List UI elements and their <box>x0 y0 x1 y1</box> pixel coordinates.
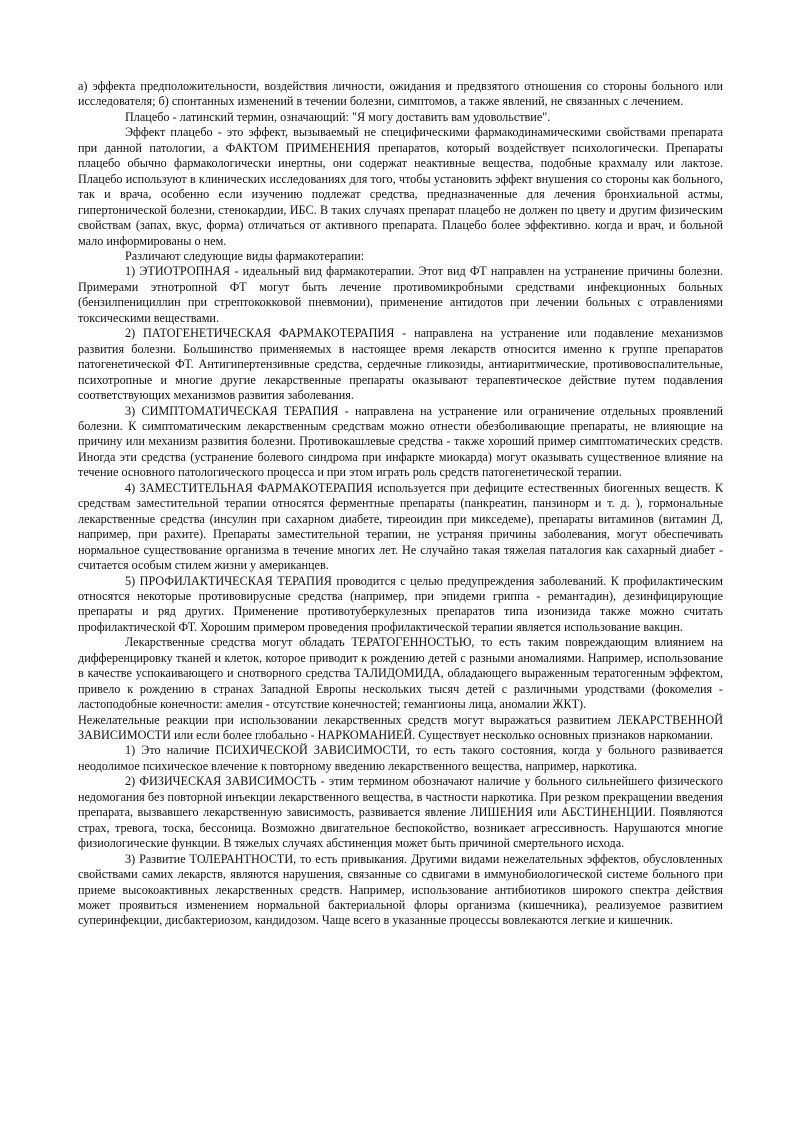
paragraph-symptomatic: 3) СИМПТОМАТИЧЕСКАЯ ТЕРАПИЯ - направлена на устранение или ограничение отдельных проявлений болезни. К симптоматическим лекарственным средствам можно отнести обезболивающие препараты, не влияющие на причину или механизм развития болезни. Противокашлевые средства - также хороший пример симптоматических средств. Иногда эти средства (устранение болевого синдрома при инфаркте миокарда) могут оказывать существенное влияние на течение основного патологического процесса и при этом играть роль средств патогенетической терапии. <box>78 403 723 480</box>
paragraph-intro-continuation: а) эффекта предположительности, воздействия личности, ожидания и предвзятого отношения со стороны больного или исследователя; б) спонтанных изменений в течении болезни, симптомов, а также явлений, не связанных с лечением. <box>78 79 723 109</box>
paragraph-teratogenicity: Лекарственные средства могут обладать ТЕРАТОГЕННОСТЬЮ, то есть таким повреждающим влиянием на дифференцировку тканей и клеток, которое приводит к рождению детей с разными аномалиями. Например, использование в качестве успокаивающего и снотворного средства ТАЛИДОМИДА, обладающего выраженным тератогенным эффектом, привело к рождению в странах Западной Европы нескольких тысяч детей с различными уродствами (фокомелия - ластоподобные конечности: амелия - отсутствие конечностей; гемангионы лица, аномалии ЖКТ). <box>78 635 723 712</box>
paragraph-pathogenetic: 2) ПАТОГЕНЕТИЧЕСКАЯ ФАРМАКОТЕРАПИЯ - направлена на устранение или подавление механизмов развития болезни. Большинство применяемых в настоящее время лекарств относится именно к группе препаратов патогенетической ФТ. Антигипертензивные средства, сердечные гликозиды, антиаритмические, противовоспалительные, психотропные и многие другие лекарственные препараты оказывают терапевтическое действие путем подавления соответствующих механизмов развития заболевания. <box>78 326 723 403</box>
paragraph-tolerance: 3) Развитие ТОЛЕРАНТНОСТИ, то есть привыкания. Другими видами нежелательных эффектов, обусловленных свойствами самих лекарств, являются нарушения, связанные со сдвигами в иммунобиологической системе больного при приеме высокоактивных лекарственных средств. Например, использование антибиотиков широкого спектра действия может проявиться изменением нормальной бактериальной флоры организма (кишечника), реализуемое развитием суперинфекции, дисбактериозом, кандидозом. Чаще всего в указанные процессы вовлекаются легкие и кишечник. <box>78 851 723 928</box>
paragraph-physical-dependence: 2) ФИЗИЧЕСКАЯ ЗАВИСИМОСТЬ - этим термином обозначают наличие у больного сильнейшего физического недомогания без повторной инъекции лекарственного вещества, в частности наркотика. При резком прекращении введения препарата, вызвавшего лекарственную зависимость, развивается явление ЛИШЕНИЯ или АБСТИНЕНЦИИ. Появляются страх, тревога, тоска, бессоница. Возможно двигательное беспокойство, возникает агрессивность. Нарушаются многие физиологические функции. В тяжелых случаях абстиненция может быть причиной смертельного исхода. <box>78 774 723 851</box>
paragraph-prophylactic: 5) ПРОФИЛАКТИЧЕСКАЯ ТЕРАПИЯ проводится с целью предупреждения заболеваний. К профилактическим относятся некоторые противовирусные средства (например, при эпидеми гриппа - ремантадин), дезинфицирующие препараты и ряд других. Применение противотуберкулезных препаратов типа изонизида также можно считать профилактической ФТ. Хорошим примером проведения профилактической терапии является использование вакцин. <box>78 573 723 634</box>
paragraph-psychic-dependence: 1) Это наличие ПСИХИЧЕСКОЙ ЗАВИСИМОСТИ, то есть такого состояния, когда у больного развивается неодолимое психическое влечение к повторному введению лекарственного вещества, например, наркотика. <box>78 743 723 773</box>
paragraph-placebo-effect: Эффект плацебо - это эффект, вызываемый не специфическими фармакодинамическими свойствами препарата при данной патологии, а ФАКТОМ ПРИМЕНЕНИЯ препаратов, который воздействует психологически. Препараты плацебо обычно фармакологически инертны, они содержат неактивные вещества, подобные крахмалу или лактозе. Плацебо используют в клинических исследованиях для того, чтобы установить эффект внушения со стороны как больного, так и врача, особенно если изучению подлежат средства, предназначенные для лечения бронхиальной астмы, гипертонической болезни, стенокардии, ИБС. В таких случаях препарат плацебо не должен по цвету и другим физическим свойствам (запах, вкус, форма) отличаться от активного препарата. Плацебо более эффективно. когда и врач, и больной мало информированы о нем. <box>78 125 723 248</box>
paragraph-etiotropic: 1) ЭТИОТРОПНАЯ - идеальный вид фармакотерапии. Этот вид ФТ направлен на устранение причины болезни. Примерами этнотропной ФТ могут быть лечение противомикробными средствами инфекционных больных (бензилпенициллин при стрептококковой пневмонии), применение антидотов при лечении больных с отравлениями токсическими веществами. <box>78 264 723 325</box>
paragraph-replacement: 4) ЗАМЕСТИТЕЛЬНАЯ ФАРМАКОТЕРАПИЯ используется при дефиците естественных биогенных веществ. К средствам заместительной терапии относятся ферментные препараты (панкреатин, панзинорм и т. д. ), гормональные лекарственные средства (инсулин при сахарном диабете, тиреоидин при микседеме), препараты витаминов (витамин Д, например, при рахите). Препараты заместительной терапии, не устраняя причины заболевания, могут обеспечивать нормальное существование организма в течение многих лет. Не случайно такая тяжелая паталогия как сахарный диабет - считается особым стилем жизни у американцев. <box>78 480 723 573</box>
paragraph-placebo-definition: Плацебо - латинский термин, означающий: "Я могу доставить вам удовольствие". <box>125 109 551 124</box>
paragraph-drug-dependence: Нежелательные реакции при использовании лекарственных средств могут выражаться развитием ЛЕКАРСТВЕННОЙ ЗАВИСИМОСТИ или если более глобально - НАРКОМАНИЕЙ. Существует несколько основных признаков наркомании. <box>78 712 723 743</box>
paragraph-pharmacotherapy-types: Различают следующие виды фармакотерапии: <box>125 248 365 263</box>
document-page <box>78 79 723 929</box>
